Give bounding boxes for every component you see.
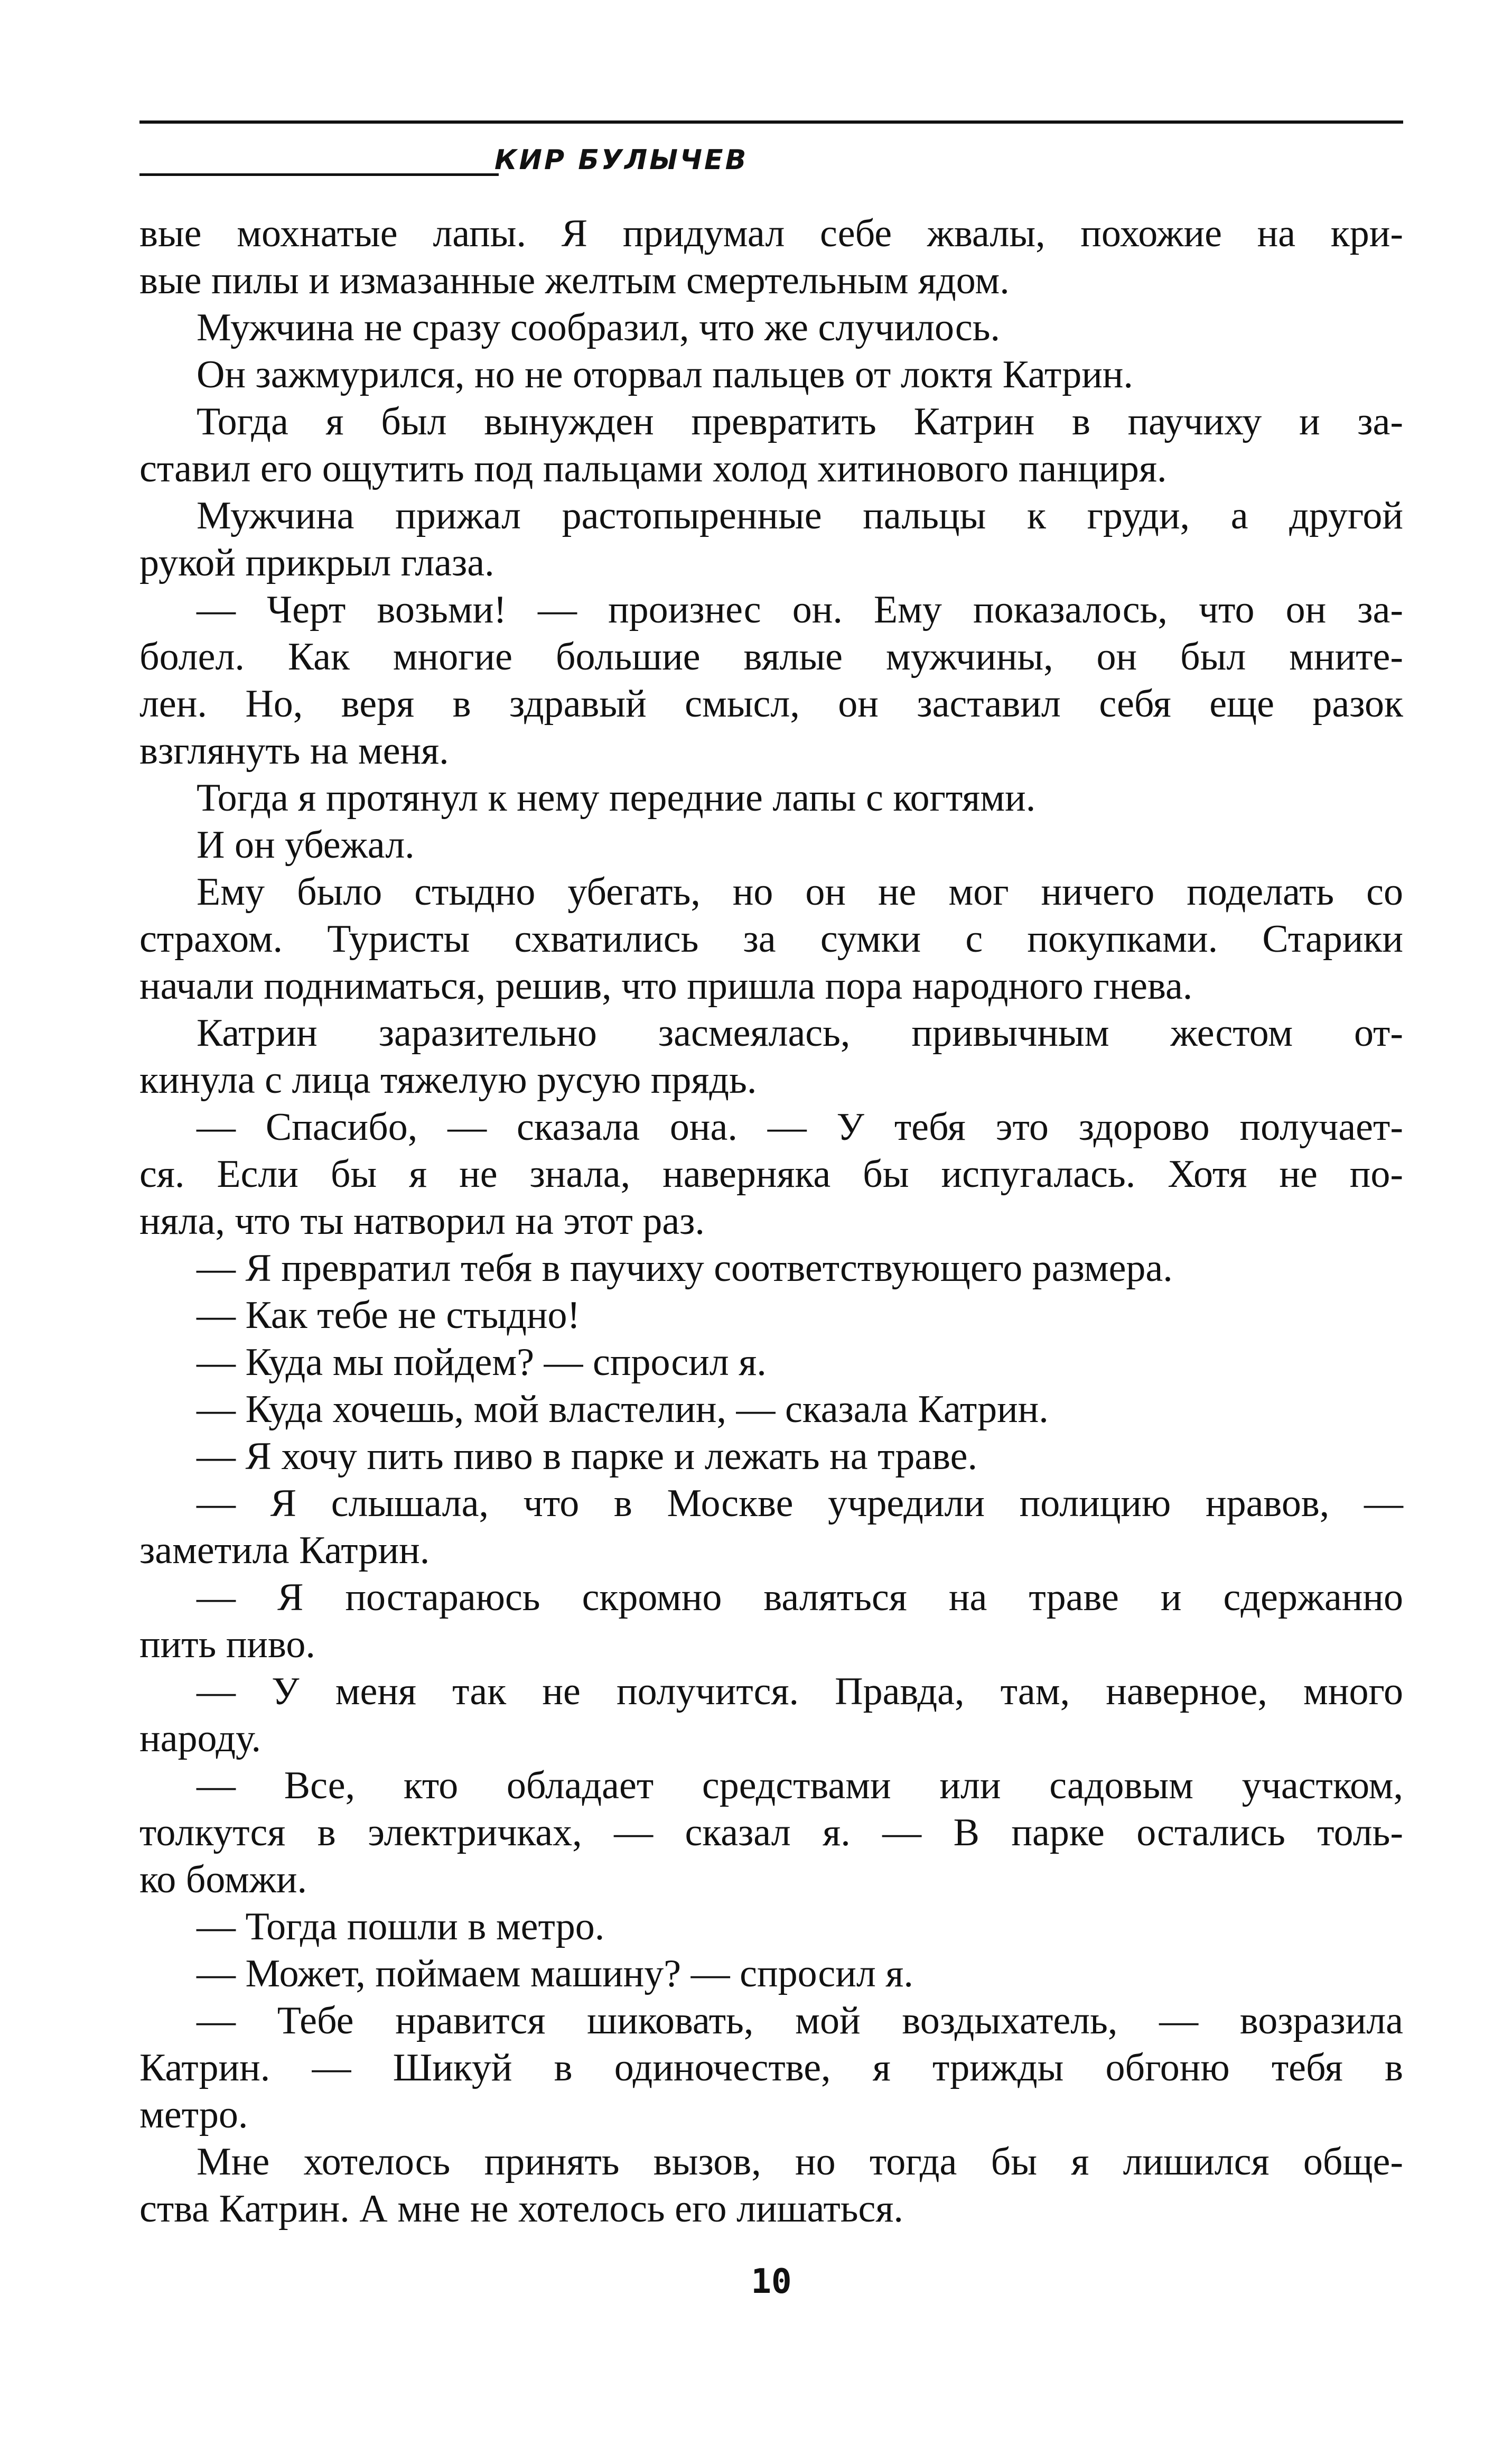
text-line: метро. — [139, 2093, 248, 2136]
text-line: — Тебе нравится шиковать, мой воздыхатель, — возразила — [197, 1999, 1403, 2042]
paragraph — [139, 398, 1403, 492]
paragraph — [139, 822, 1403, 869]
paragraph — [139, 1104, 1403, 1245]
text-line: — Я превратил тебя в паучиху соответствующего размера. — [197, 1247, 1173, 1290]
text-line: вые мохнатые лапы. Я придумал себе жвалы, похожие на кри- — [139, 212, 1403, 255]
text-line: ся. Если бы я не знала, наверняка бы испугалась. Хотя не по- — [139, 1153, 1403, 1196]
text-line: И он убежал. — [197, 823, 415, 867]
top-rule — [139, 120, 1403, 124]
text-line: — Я слышала, что в Москве учредили полицию нравов, — — [197, 1482, 1403, 1525]
text-line: — Как тебе не стыдно! — [197, 1294, 581, 1337]
text-line: Ему было стыдно убегать, но он не мог ничего поделать со — [197, 870, 1403, 914]
paragraph — [139, 1010, 1403, 1104]
text-line: Мне хотелось принять вызов, но тогда бы я лишился обще- — [197, 2140, 1403, 2183]
text-line: — Спасибо, — сказала она. — У тебя это здорово получает- — [197, 1105, 1403, 1149]
text-line: Он зажмурился, но не оторвал пальцев от локтя Катрин. — [197, 353, 1133, 396]
paragraph — [139, 1386, 1403, 1433]
text-line: лен. Но, веря в здравый смысл, он заставил себя еще разок — [139, 682, 1403, 726]
text-line: — У меня так не получится. Правда, там, наверное, много — [197, 1670, 1403, 1713]
text-line: ко бомжи. — [139, 1858, 307, 1901]
paragraph — [139, 492, 1403, 587]
paragraph — [139, 2139, 1403, 2233]
text-line: толкутся в электричках, — сказал я. — В парке остались толь- — [139, 1811, 1403, 1854]
text-line: начали подниматься, решив, что пришла пора народного гнева. — [139, 964, 1193, 1008]
paragraph — [139, 304, 1403, 351]
text-line: заметила Катрин. — [139, 1529, 430, 1572]
paragraph — [139, 1292, 1403, 1339]
text-line: кинула с лица тяжелую русую прядь. — [139, 1058, 757, 1102]
text-line: — Я постараюсь скромно валяться на траве и сдержанно — [197, 1576, 1403, 1619]
page-number: 10 — [751, 2262, 792, 2301]
paragraph — [139, 587, 1403, 775]
paragraph — [139, 869, 1403, 1010]
text-line: — Я хочу пить пиво в парке и лежать на траве. — [197, 1435, 978, 1478]
text-line: Катрин заразительно засмеялась, привычным жестом от- — [197, 1011, 1403, 1055]
book-page — [139, 120, 1403, 2403]
paragraph — [139, 1762, 1403, 1903]
text-line: Мужчина не сразу сообразил, что же случилось. — [197, 306, 1000, 349]
text-line: Тогда я был вынужден превратить Катрин в паучиху и за- — [197, 400, 1403, 443]
paragraph — [139, 775, 1403, 822]
paragraph — [139, 1574, 1403, 1668]
paragraph — [139, 1903, 1403, 1950]
paragraph — [139, 1668, 1403, 1762]
text-line: ставил его ощутить под пальцами холод хитинового панциря. — [139, 447, 1167, 490]
paragraph — [139, 1245, 1403, 1292]
paragraph — [139, 351, 1403, 398]
text-line: вые пилы и измазанные желтым смертельным ядом. — [139, 259, 1010, 302]
text-line: взглянуть на меня. — [139, 729, 449, 773]
paragraph — [139, 1950, 1403, 1997]
text-line: пить пиво. — [139, 1623, 315, 1666]
text-line: ства Катрин. А мне не хотелось его лишаться. — [139, 2187, 903, 2231]
text-line: — Черт возьми! — произнес он. Ему показалось, что он за- — [197, 588, 1403, 631]
running-header — [139, 134, 1403, 176]
text-line: няла, что ты натворил на этот раз. — [139, 1200, 705, 1243]
text-line: Катрин. — Шикуй в одиночестве, я трижды обгоню тебя в — [139, 2046, 1403, 2089]
text-line: — Может, поймаем машину? — спросил я. — [197, 1952, 913, 1995]
text-line: — Куда хочешь, мой властелин, — сказала Катрин. — [197, 1388, 1049, 1431]
text-line: рукой прикрыл глаза. — [139, 541, 494, 584]
header-rule — [139, 173, 499, 176]
text-line: страхом. Туристы схватились за сумки с покупками. Старики — [139, 917, 1403, 961]
running-title: КИР БУЛЫЧЕВ — [494, 144, 749, 176]
paragraph — [139, 1433, 1403, 1480]
paragraph — [139, 1480, 1403, 1574]
text-line: Тогда я протянул к нему передние лапы с когтями. — [197, 776, 1036, 820]
body-text — [139, 210, 1403, 2233]
text-line: народу. — [139, 1717, 262, 1760]
text-line: Мужчина прижал растопыренные пальцы к груди, а другой — [197, 494, 1403, 537]
text-line: — Тогда пошли в метро. — [197, 1905, 605, 1948]
paragraph — [139, 1339, 1403, 1386]
text-line: болел. Как многие большие вялые мужчины, он был мните- — [139, 635, 1403, 679]
text-line: — Все, кто обладает средствами или садовым участком, — [197, 1764, 1403, 1807]
paragraph — [139, 1997, 1403, 2139]
paragraph — [139, 210, 1403, 304]
text-line: — Куда мы пойдем? — спросил я. — [197, 1341, 767, 1384]
